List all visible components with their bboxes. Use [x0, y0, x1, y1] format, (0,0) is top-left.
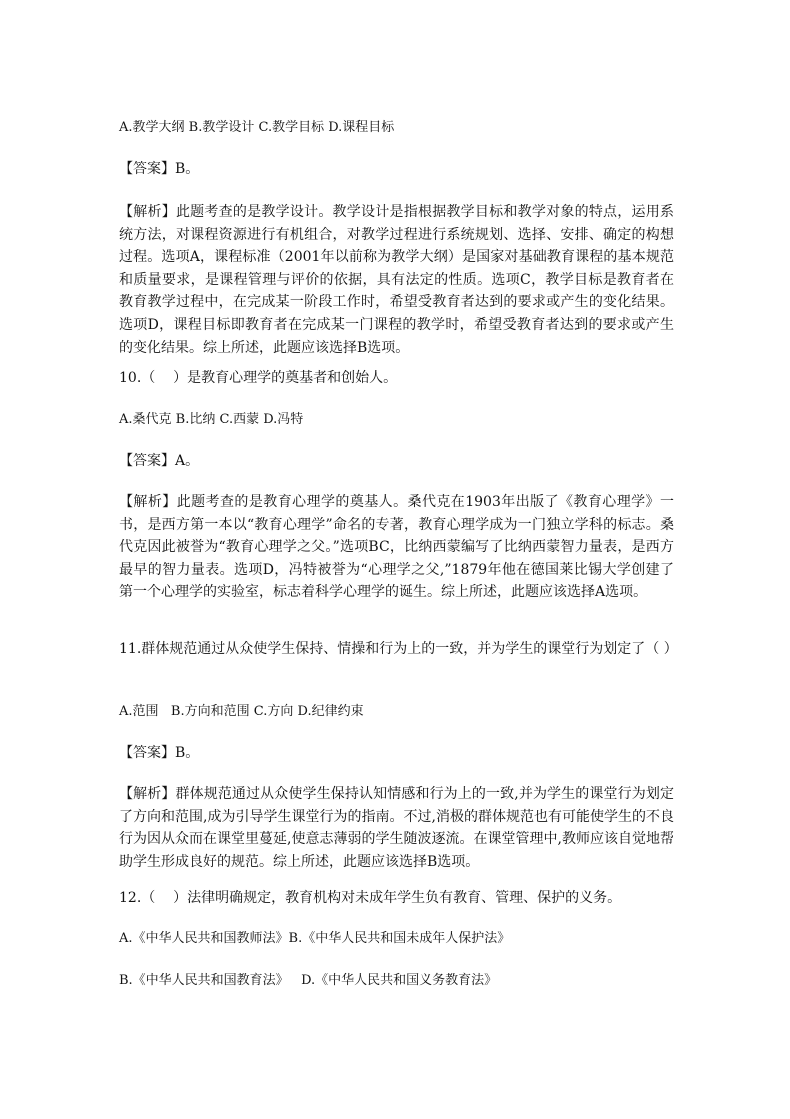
q11-answer: 【答案】B。 [119, 745, 200, 761]
q9-analysis: 【解析】此题考查的是教学设计。教学设计是指根据教学目标和教学对象的特点，运用系统方法，对课程资源进行有机组合，对教学过程进行系统规划、选择、安排、确定的构想过程。选项A，课程标准（2001年以前称为教学大纲）是国家对基础教育课程的基本规范和质量要求，是课程管理与评价的依据，具有法定的性质。选项C，教学目标是教育者在教育教学过程中，在完成某一阶段工作时，希望受教育者达到的要求或产生的变化结果。选项D，课程目标即教育者在完成某一门课程的教学时，希望受教育者达到的要求或产生的变化结果。综上所述，此题应该选择B选项。 [119, 204, 674, 356]
q10-options: A.桑代克 B.比纳 C.西蒙 D.冯特 [119, 412, 304, 427]
q9-answer: 【答案】B。 [119, 161, 200, 177]
q11-analysis: 【解析】群体规范通过从众使学生保持认知情感和行为上的一致,并为学生的课堂行为划定了方向和范围,成为引导学生课堂行为的指南。不过,消极的群体规范也有可能使学生的不良行为因从众而在课堂里蔓延,使意志薄弱的学生随波逐流。在课堂管理中,教师应该自觉地帮助学生形成良好的规范。综上所述，此题应该选择B选项。 [119, 786, 674, 870]
q10-answer: 【答案】A。 [119, 453, 200, 469]
q10-analysis: 【解析】此题考查的是教育心理学的奠基人。桑代克在1903年出版了《教育心理学》一书，是西方第一本以“教育心理学”命名的专著，教育心理学成为一门独立学科的标志。桑代克因此被誉为“教育心理学之父。”选项BC，比纳西蒙编写了比纳西蒙智力量表，是西方最早的智力量表。选项D，冯特被誉为“心理学之父,”1879年他在德国莱比锡大学创建了第一个心理学的实验室，标志着科学心理学的诞生。综上所述，此题应该选择A选项。 [119, 494, 674, 601]
q9-options: A.教学大纲 B.教学设计 C.教学目标 D.课程目标 [119, 120, 395, 135]
q12-options-line1: A.《中华人民共和国教师法》B.《中华人民共和国未成年人保护法》 [119, 931, 511, 946]
q11-question: 11.群体规范通过从众使学生保持、情操和行为上的一致，并为学生的课堂行为划定了（ ） [119, 641, 678, 657]
q10-question: 10.（ ）是教育心理学的奠基者和创始人。 [119, 370, 398, 386]
q12-options-line2: B.《中华人民共和国教育法》 D.《中华人民共和国义务教育法》 [119, 973, 498, 988]
q11-options: A.范围 B.方向和范围 C.方向 D.纪律约束 [119, 704, 364, 719]
q12-question: 12.（ ）法律明确规定，教育机构对未成年学生负有教育、管理、保护的义务。 [119, 890, 622, 906]
